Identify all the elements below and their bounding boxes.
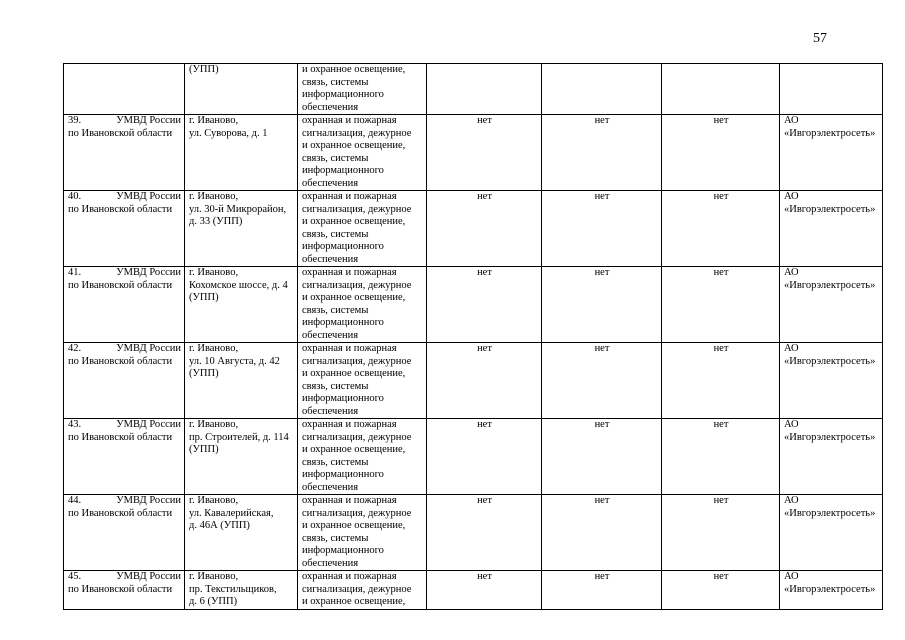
cell-col4: нет: [427, 115, 542, 191]
organization-line-1: [68, 495, 181, 508]
cell-organization: [64, 495, 185, 571]
organization-name: УМВД России: [116, 495, 181, 506]
cell-organization: [64, 115, 185, 191]
purpose-line: обеспечения: [302, 253, 359, 265]
row-number: 40.: [68, 191, 82, 202]
address-line: (УПП): [189, 444, 219, 455]
owner-line: АО: [784, 495, 799, 506]
organization-line-1: [68, 343, 181, 356]
cell-col7: [780, 64, 883, 115]
table-row: [64, 419, 883, 495]
purpose-line: обеспечения: [302, 329, 359, 341]
purpose-line: обеспечения: [302, 101, 359, 113]
purpose-line: охранная и пожарная: [302, 495, 397, 506]
purpose-line: и охранное освещение,: [302, 596, 406, 607]
purpose-line: и охранное освещение,: [302, 520, 406, 531]
purpose-line: сигнализация, дежурное: [302, 127, 412, 139]
purpose-line: информационного: [302, 393, 384, 404]
purpose-line: обеспечения: [302, 481, 359, 493]
row-number: 39.: [68, 115, 82, 126]
cell-col4: нет: [427, 571, 542, 610]
cell-owner: [780, 115, 883, 191]
address-line: г. Иваново,: [189, 343, 239, 354]
address-line: пр. Текстильщиков,: [189, 583, 277, 595]
purpose-line: сигнализация, дежурное: [302, 583, 412, 595]
cell-purpose: [298, 267, 427, 343]
cell-col4: нет: [427, 495, 542, 571]
cell-address: [185, 191, 298, 267]
cell-col4: нет: [427, 419, 542, 495]
owner-line: «Ивгорэлектросеть»: [784, 507, 876, 519]
cell-owner: [780, 419, 883, 495]
purpose-line: связь, системы: [302, 76, 369, 88]
cell-purpose: [298, 419, 427, 495]
purpose-line: сигнализация, дежурное: [302, 355, 412, 367]
row-number: 45.: [68, 571, 82, 582]
address-line: г. Иваново,: [189, 419, 239, 430]
purpose-line: обеспечения: [302, 557, 359, 569]
cell-purpose: [298, 191, 427, 267]
purpose-line: связь, системы: [302, 228, 369, 240]
address-line: д. 46А (УПП): [189, 520, 250, 531]
purpose-line: сигнализация, дежурное: [302, 431, 412, 443]
cell-organization: [64, 64, 185, 115]
organization-region: по Ивановской области: [68, 127, 173, 139]
purpose-line: сигнализация, дежурное: [302, 279, 412, 291]
purpose-line: обеспечения: [302, 405, 359, 417]
cell-address: [185, 419, 298, 495]
owner-line: АО: [784, 571, 799, 582]
organization-region: по Ивановской области: [68, 583, 173, 595]
cell-organization: [64, 191, 185, 267]
address-line: г. Иваново,: [189, 115, 239, 126]
purpose-line: информационного: [302, 165, 384, 176]
address-line: г. Иваново,: [189, 267, 239, 278]
cell-owner: [780, 267, 883, 343]
purpose-line: связь, системы: [302, 304, 369, 316]
table-row: [64, 267, 883, 343]
cell-col5: нет: [542, 571, 662, 610]
cell-col6: нет: [662, 343, 780, 419]
table-row: [64, 571, 883, 610]
cell-col6: нет: [662, 571, 780, 610]
purpose-line: связь, системы: [302, 152, 369, 164]
row-number: 43.: [68, 419, 82, 430]
cell-address: [185, 64, 298, 115]
cell-organization: [64, 571, 185, 610]
owner-line: АО: [784, 267, 799, 278]
page-number: 57: [813, 31, 827, 46]
row-number: 41.: [68, 267, 82, 278]
cell-purpose: [298, 343, 427, 419]
purpose-line: сигнализация, дежурное: [302, 507, 412, 519]
address-line: (УПП): [189, 368, 219, 379]
row-number: 44.: [68, 495, 82, 506]
organization-region: по Ивановской области: [68, 355, 173, 367]
cell-col5: [542, 64, 662, 115]
organization-region: по Ивановской области: [68, 507, 173, 519]
address-line: ул. Кавалерийская,: [189, 507, 274, 519]
cell-address: [185, 115, 298, 191]
cell-address: [185, 571, 298, 610]
row-number: 42.: [68, 343, 82, 354]
cell-purpose: [298, 115, 427, 191]
cell-purpose: [298, 571, 427, 610]
cell-col5: нет: [542, 115, 662, 191]
cell-col6: нет: [662, 115, 780, 191]
purpose-line: информационного: [302, 317, 384, 328]
organization-name: УМВД России: [116, 571, 181, 582]
organization-name: УМВД России: [116, 419, 181, 430]
cell-address: [185, 267, 298, 343]
purpose-line: и охранное освещение,: [302, 140, 406, 151]
cell-address: [185, 343, 298, 419]
purpose-line: информационного: [302, 469, 384, 480]
address-line: ул. 10 Августа, д. 42: [189, 355, 280, 367]
purpose-line: информационного: [302, 241, 384, 252]
organization-name: УМВД России: [116, 115, 181, 126]
organization-region: по Ивановской области: [68, 279, 173, 291]
cell-col6: нет: [662, 419, 780, 495]
purpose-line: и охранное освещение,: [302, 292, 406, 303]
address-line: ул. 30-й Микрорайон,: [189, 203, 287, 215]
cell-owner: [780, 191, 883, 267]
address-line: г. Иваново,: [189, 191, 239, 202]
organization-line-1: [68, 419, 181, 432]
organization-name: УМВД России: [116, 191, 181, 202]
address-line: г. Иваново,: [189, 571, 239, 582]
address-line: ул. Суворова, д. 1: [189, 127, 268, 139]
cell-col6: нет: [662, 191, 780, 267]
cell-organization: [64, 267, 185, 343]
cell-organization: [64, 419, 185, 495]
cell-col5: нет: [542, 343, 662, 419]
organization-name: УМВД России: [116, 343, 181, 354]
cell-purpose: [298, 64, 427, 115]
address-line: (УПП): [189, 64, 219, 75]
owner-line: АО: [784, 191, 799, 202]
purpose-line: связь, системы: [302, 380, 369, 392]
cell-col6: нет: [662, 267, 780, 343]
address-line: д. 6 (УПП): [189, 596, 238, 607]
organization-line-1: [68, 267, 181, 280]
owner-line: «Ивгорэлектросеть»: [784, 279, 876, 291]
purpose-line: охранная и пожарная: [302, 191, 397, 202]
owner-line: АО: [784, 115, 799, 126]
owner-line: «Ивгорэлектросеть»: [784, 355, 876, 367]
purpose-line: и охранное освещение,: [302, 216, 406, 227]
cell-owner: [780, 571, 883, 610]
owner-line: АО: [784, 419, 799, 430]
document-table: [63, 63, 883, 610]
cell-col5: нет: [542, 495, 662, 571]
table-row-continuation: [64, 64, 883, 115]
purpose-line: и охранное освещение,: [302, 368, 406, 379]
address-line: (УПП): [189, 292, 219, 303]
organization-name: УМВД России: [116, 267, 181, 278]
purpose-line: и охранное освещение,: [302, 64, 406, 75]
cell-organization: [64, 343, 185, 419]
owner-line: «Ивгорэлектросеть»: [784, 203, 876, 215]
purpose-line: информационного: [302, 89, 384, 100]
address-line: д. 33 (УПП): [189, 216, 243, 227]
cell-col4: нет: [427, 267, 542, 343]
cell-col6: [662, 64, 780, 115]
purpose-line: и охранное освещение,: [302, 444, 406, 455]
cell-owner: [780, 343, 883, 419]
cell-col5: нет: [542, 267, 662, 343]
address-line: г. Иваново,: [189, 495, 239, 506]
purpose-line: охранная и пожарная: [302, 419, 397, 430]
organization-line-1: [68, 191, 181, 204]
purpose-line: сигнализация, дежурное: [302, 203, 412, 215]
organization-line-1: [68, 571, 181, 584]
purpose-line: связь, системы: [302, 456, 369, 468]
purpose-line: информационного: [302, 545, 384, 556]
cell-col4: нет: [427, 191, 542, 267]
purpose-line: охранная и пожарная: [302, 571, 397, 582]
purpose-line: обеспечения: [302, 177, 359, 189]
owner-line: «Ивгорэлектросеть»: [784, 127, 876, 139]
purpose-line: охранная и пожарная: [302, 343, 397, 354]
cell-purpose: [298, 495, 427, 571]
cell-owner: [780, 495, 883, 571]
cell-col6: нет: [662, 495, 780, 571]
address-line: Кохомское шоссе, д. 4: [189, 279, 288, 291]
cell-col4: нет: [427, 343, 542, 419]
table-row: [64, 191, 883, 267]
address-line: пр. Строителей, д. 114: [189, 431, 289, 443]
purpose-line: связь, системы: [302, 532, 369, 544]
owner-line: АО: [784, 343, 799, 354]
cell-address: [185, 495, 298, 571]
table-row: [64, 115, 883, 191]
purpose-line: охранная и пожарная: [302, 267, 397, 278]
purpose-line: охранная и пожарная: [302, 115, 397, 126]
owner-line: «Ивгорэлектросеть»: [784, 583, 876, 595]
cell-col5: нет: [542, 191, 662, 267]
cell-col4: [427, 64, 542, 115]
table-row: [64, 343, 883, 419]
organization-line-1: [68, 115, 181, 128]
owner-line: «Ивгорэлектросеть»: [784, 431, 876, 443]
cell-col5: нет: [542, 419, 662, 495]
table-row: [64, 495, 883, 571]
organization-region: по Ивановской области: [68, 203, 173, 215]
organization-region: по Ивановской области: [68, 431, 173, 443]
